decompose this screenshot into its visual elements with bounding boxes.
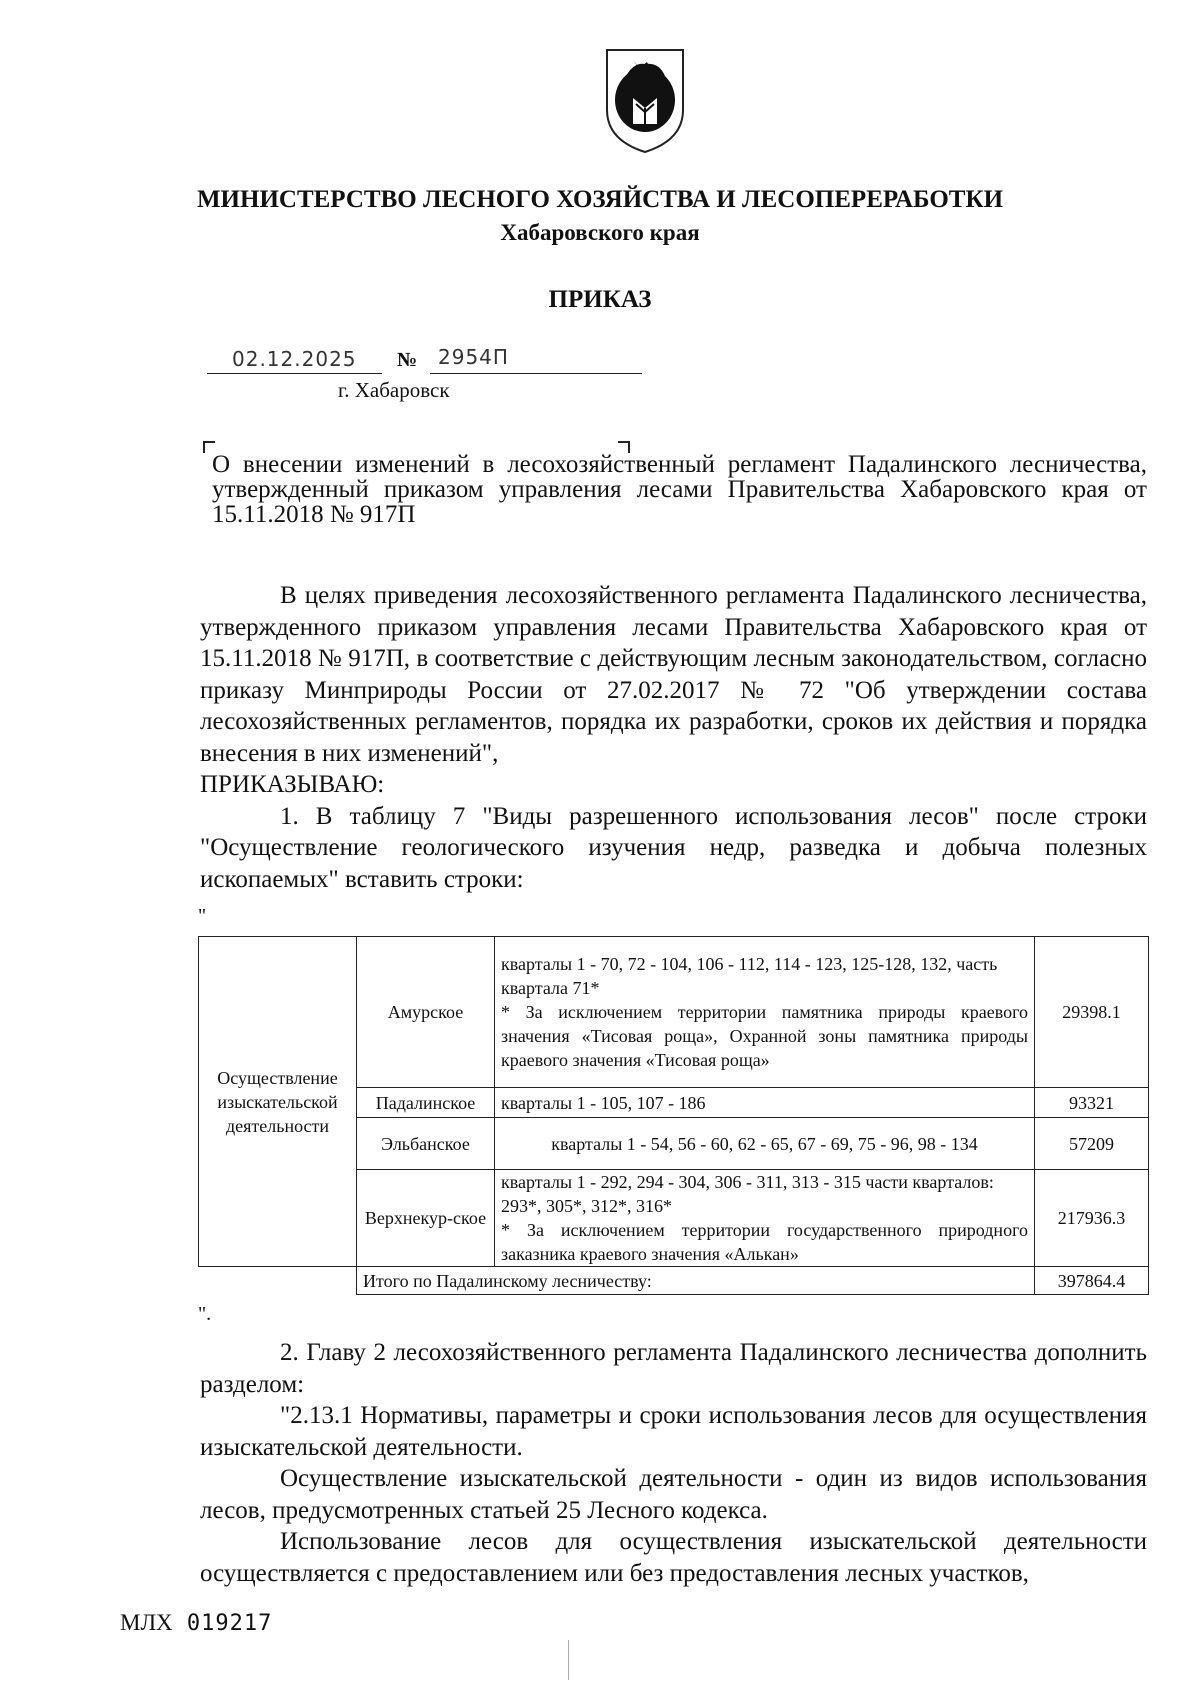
total-value: 397864.4 — [1035, 1267, 1149, 1295]
forestry-cell: Падалинское — [357, 1088, 495, 1118]
order-subject: О внесении изменений в лесохозяйственный регламент Падалинского лесничества, утвержденный приказом управления лесами Правительства Хабаровского края от 15.11.2018 № 917П — [212, 451, 1147, 528]
item-1-paragraph: 1. В таблицу 7 "Виды разрешенного использования лесов" после строки "Осуществление геологического изучения недр, разведка и добыча полезных ископаемых" вставить строки: — [200, 802, 1147, 893]
quarters-note: * За исключением территории памятника природы краевого значения «Тисовая роща», Охранной зоны памятника природы краевого значения «Тисовая роща» — [501, 1002, 1028, 1070]
area-cell: 29398.1 — [1035, 937, 1149, 1088]
paragraph-a: Осуществление изыскательской деятельности - один из видов использования лесов, предусмотренных статьей 25 Лесного кодекса. — [200, 1465, 1147, 1524]
allowed-use-table — [198, 936, 1149, 1295]
total-label: Итого по Падалинскому лесничеству: — [357, 1267, 1035, 1295]
quarters-text: кварталы 1 - 105, 107 - 186 — [501, 1092, 706, 1113]
forestry-cell: Верхнекур-ское — [357, 1170, 495, 1267]
table-row — [199, 937, 1149, 1088]
form-serial-number: 019217 — [186, 1611, 273, 1636]
quarters-text: кварталы 1 - 54, 56 - 60, 62 - 65, 67 - 69, 75 - 96, 98 - 134 — [551, 1133, 978, 1154]
forestry-cell: Амурское — [357, 937, 495, 1088]
date-underline — [207, 373, 382, 374]
table-total-row — [199, 1267, 1149, 1295]
area-cell: 217936.3 — [1035, 1170, 1149, 1267]
order-number: 2954П — [438, 345, 509, 369]
order-body-continued — [200, 1337, 1147, 1589]
item-2-paragraph: 2. Главу 2 лесохозяйственного регламента Падалинского лесничества дополнить разделом: — [200, 1339, 1147, 1398]
quarters-text: кварталы 1 - 292, 294 - 304, 306 - 311, 313 - 315 части кварталов: 293*, 305*, 312*, 316* — [501, 1172, 994, 1216]
table-quote-open: " — [198, 905, 207, 927]
area-cell: 57209 — [1035, 1118, 1149, 1170]
quarters-cell — [495, 1088, 1035, 1118]
order-word: ПРИКАЗЫВАЮ: — [200, 771, 385, 798]
ministry-title: МИНИСТЕРСТВО ЛЕСНОГО ХОЗЯЙСТВА И ЛЕСОПЕРЕРАБОТКИ — [196, 186, 1004, 213]
quarters-cell — [495, 1118, 1035, 1170]
ministry-region: Хабаровского края — [500, 220, 700, 245]
area-cell: 93321 — [1035, 1088, 1149, 1118]
order-city: г. Хабаровск — [338, 378, 450, 402]
quarters-text: кварталы 1 - 70, 72 - 104, 106 - 112, 114 - 123, 125-128, 132, часть квартала 71* — [501, 954, 998, 998]
forestry-cell: Эльбанское — [357, 1118, 495, 1170]
item-2-1-paragraph: "2.13.1 Нормативы, параметры и сроки использования лесов для осуществления изыскательской деятельности. — [200, 1402, 1147, 1461]
quarters-note: * За исключением территории государственного природного заказника краевого значения «Алькан» — [501, 1220, 1028, 1264]
form-series: МЛХ — [120, 1610, 173, 1635]
scan-mark — [568, 1640, 569, 1680]
table-quote-close: ". — [198, 1303, 212, 1325]
document-type: ПРИКАЗ — [548, 286, 652, 313]
quarters-cell — [495, 1170, 1035, 1267]
preamble-paragraph: В целях приведения лесохозяйственного регламента Падалинского лесничества, утвержденного приказом управления лесами Правительства Хабаровского края от 15.11.2018 № 917П, в соответствие с действующим лесным законодательством, согласно приказу Минприроды России от 27.02.2017 № 72 "Об утверждении состава лесохозяйственных регламентов, порядка их разработки, сроков их действия и порядка внесения в них изменений", — [200, 582, 1147, 767]
order-body — [200, 580, 1147, 895]
quarters-cell — [495, 937, 1035, 1088]
number-underline — [430, 373, 642, 374]
number-sign: № — [397, 349, 418, 371]
coat-of-arms-emblem — [603, 48, 687, 154]
paragraph-b: Использование лесов для осуществления изыскательской деятельности осуществляется с предоставлением или без предоставления лесных участков, — [200, 1528, 1147, 1587]
form-serial — [120, 1610, 272, 1636]
order-date: 02.12.2025 — [232, 347, 357, 371]
activity-cell: Осуществление изыскательской деятельности — [199, 937, 357, 1267]
